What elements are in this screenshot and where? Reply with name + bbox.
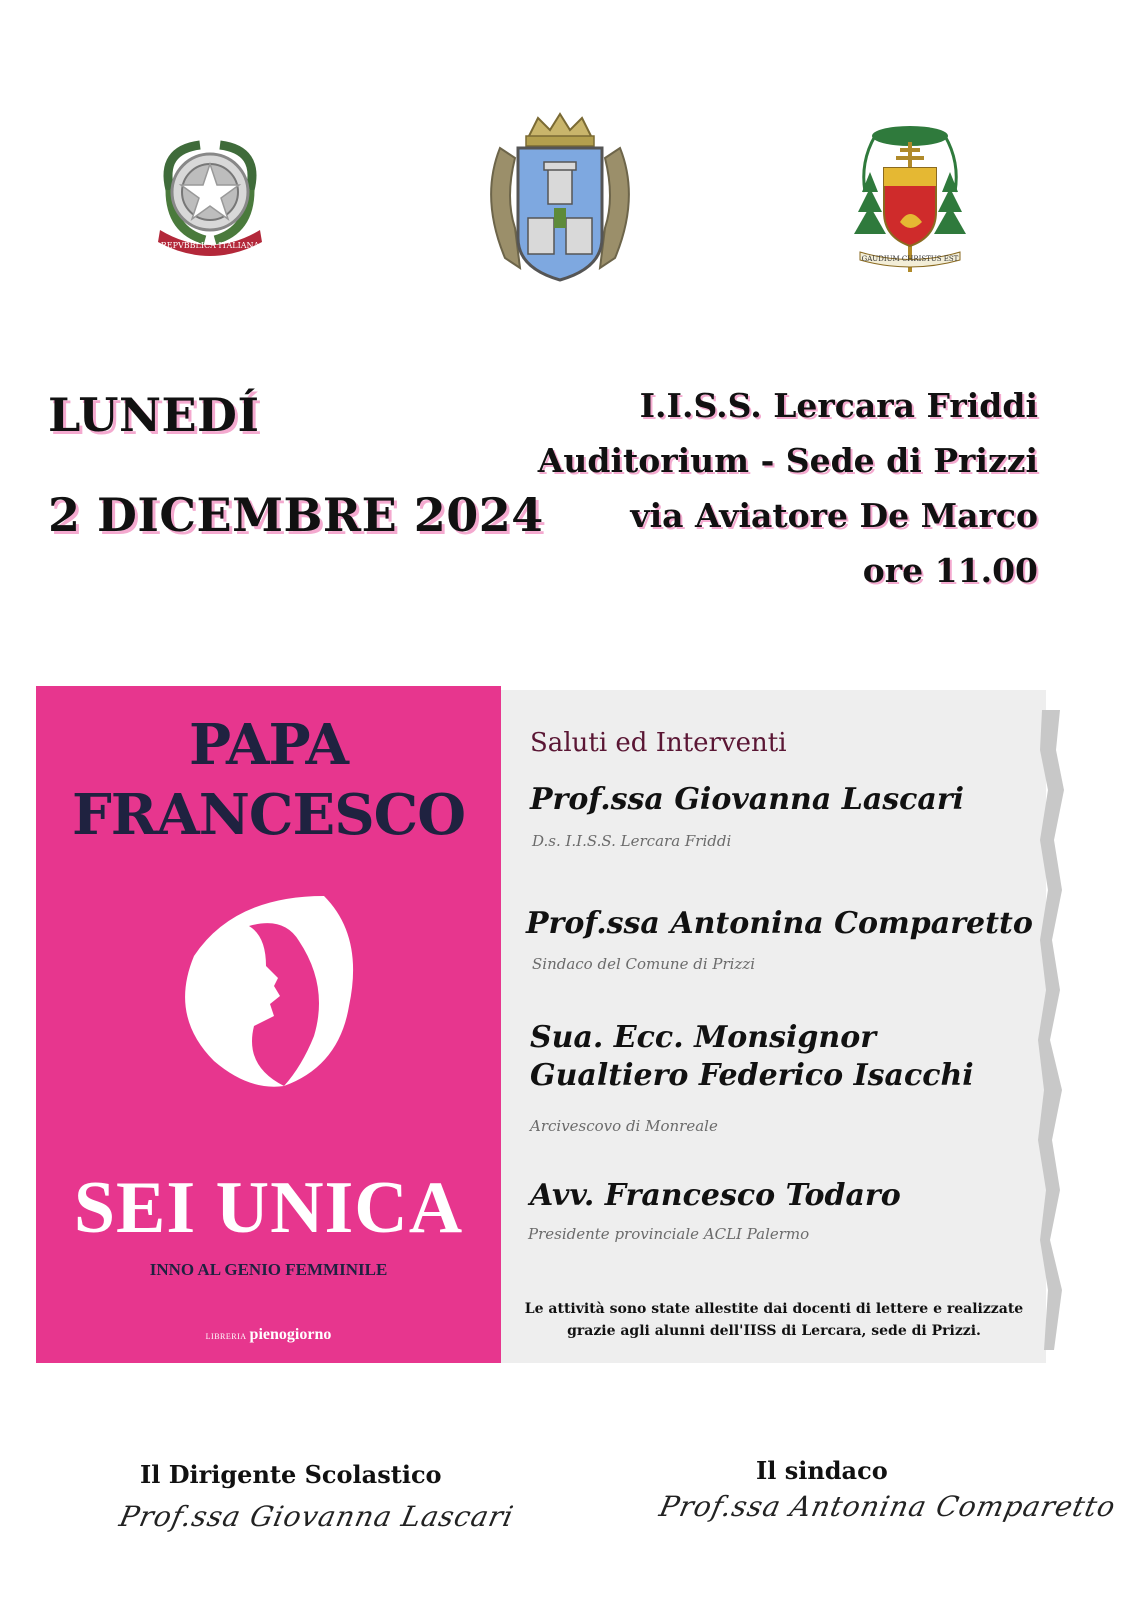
signature-right-title: Il sindaco xyxy=(756,1456,888,1485)
speaker-2-role: Sindaco del Comune di Prizzi xyxy=(532,955,756,973)
speaker-3-name-line2: Gualtiero Federico Isacchi xyxy=(530,1058,974,1093)
book-author-line1: PAPA xyxy=(189,712,348,778)
speaker-4-name: Avv. Francesco Todaro xyxy=(530,1178,901,1213)
venue-auditorium: Auditorium - Sede di Prizzi xyxy=(537,441,1038,480)
archbishop-coat-of-arms xyxy=(850,122,970,272)
note-line-2: grazie agli alunni dell'IISS di Lercara, sede di Prizzi. xyxy=(567,1323,981,1339)
speaker-1-role: D.s. I.I.S.S. Lercara Friddi xyxy=(532,832,732,850)
venue-school: I.I.S.S. Lercara Friddi xyxy=(639,386,1038,425)
book-cover xyxy=(36,686,501,1363)
publisher-name: pienogiorno xyxy=(249,1326,332,1343)
speaker-3-role: Arcivescovo di Monreale xyxy=(530,1117,718,1135)
book-author-line2: FRANCESCO xyxy=(72,782,465,848)
torn-paper-edge xyxy=(1038,710,1068,1354)
speaker-3-name-line1: Sua. Ecc. Monsignor xyxy=(530,1020,877,1055)
svg-text:REPVBBLICA ITALIANA: REPVBBLICA ITALIANA xyxy=(160,241,260,250)
book-subtitle: INNO AL GENIO FEMMINILE xyxy=(149,1260,388,1279)
note-line-1: Le attività sono state allestite dai docenti di lettere e realizzate xyxy=(524,1301,1024,1317)
book-title: SEI UNICA xyxy=(73,1167,464,1249)
comune-di-prizzi-coat-of-arms xyxy=(480,108,640,288)
venue-address: via Aviatore De Marco xyxy=(630,496,1038,535)
program-heading: Saluti ed Interventi xyxy=(530,728,787,758)
event-weekday: LUNEDÍ xyxy=(48,388,260,442)
signature-left-title: Il Dirigente Scolastico xyxy=(140,1460,442,1489)
signature-right-name: Prof.ssa Antonina Comparetto xyxy=(656,1490,1119,1523)
woman-profile-icon xyxy=(174,886,364,1096)
book-publisher xyxy=(36,1326,501,1344)
speaker-4-role: Presidente provinciale ACLI Palermo xyxy=(528,1225,810,1243)
activities-note xyxy=(504,1298,1044,1342)
signature-left-name: Prof.ssa Giovanna Lascari xyxy=(116,1500,517,1533)
speaker-2-name: Prof.ssa Antonina Comparetto xyxy=(526,906,1033,941)
event-date: 2 DICEMBRE 2024 xyxy=(48,488,544,542)
svg-text:GAUDIUM CHRISTUS EST: GAUDIUM CHRISTUS EST xyxy=(861,255,959,263)
event-time: ore 11.00 xyxy=(862,551,1038,590)
repubblica-italiana-emblem xyxy=(150,130,270,260)
publisher-prefix: LIBRERIA xyxy=(205,1332,247,1341)
speaker-1-name: Prof.ssa Giovanna Lascari xyxy=(530,782,965,817)
